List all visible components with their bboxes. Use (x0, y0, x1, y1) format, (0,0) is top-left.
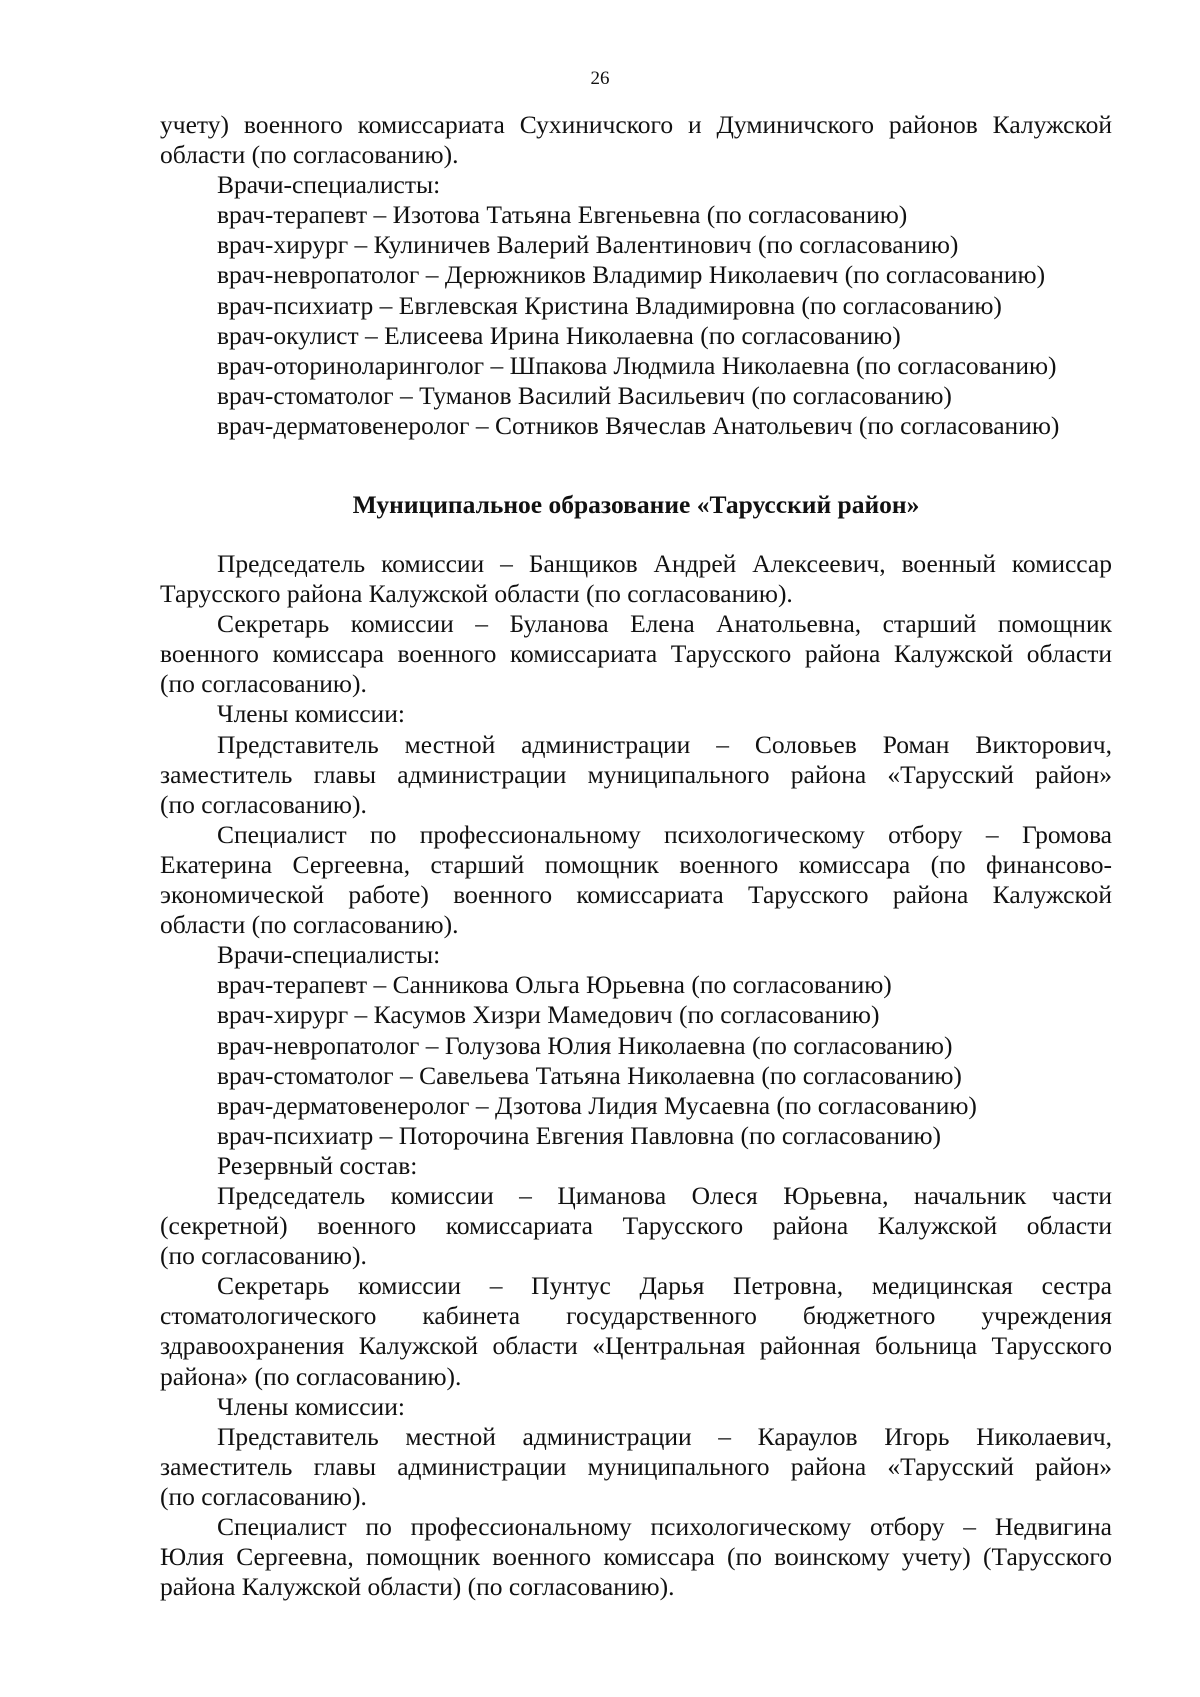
paragraph-line: области (по согласованию). (160, 140, 459, 170)
paragraph-line: района Калужской области) (по согласованию). (160, 1572, 675, 1602)
list-item: врач-психиатр – Евглевская Кристина Владимировна (по согласованию) (217, 290, 1002, 320)
list-item: врач-терапевт – Санникова Ольга Юрьевна (по согласованию) (217, 970, 892, 1000)
paragraph-line: (по согласованию). (160, 1481, 367, 1511)
paragraph-line: (по согласованию). (160, 669, 367, 699)
main-section (160, 549, 1112, 1602)
paragraph-line: Представитель местной администрации – Соловьев Роман Викторович, (217, 729, 1112, 759)
list-heading: Врачи-специалисты: (217, 940, 441, 970)
paragraph-line: военного комиссара военного комиссариата Тарусского района Калужской области (160, 639, 1112, 669)
list-item: врач-дерматовенеролог – Дзотова Лидия Мусаевна (по согласованию) (217, 1090, 977, 1120)
paragraph-line: Тарусского района Калужской области (по согласованию). (160, 579, 793, 609)
paragraph-line: Секретарь комиссии – Пунтус Дарья Петровна, медицинская сестра (217, 1271, 1112, 1301)
list-item: врач-окулист – Елисеева Ирина Николаевна (по согласованию) (217, 320, 901, 350)
top-section (160, 110, 1112, 441)
paragraph-line: Председатель комиссии – Банщиков Андрей Алексеевич, военный комиссар (217, 549, 1112, 578)
paragraph-line: Юлия Сергеевна, помощник военного комиссара (по воинскому учету) (Тарусского (160, 1542, 1112, 1572)
paragraph-line: учету) военного комиссариата Сухиничского и Думиничского районов Калужской (160, 110, 1112, 139)
subsection-heading: Члены комиссии: (217, 699, 405, 729)
section-heading: Муниципальное образование «Тарусский район» (352, 490, 920, 519)
list-item: врач-стоматолог – Туманов Василий Васильевич (по согласованию) (217, 380, 952, 410)
paragraph-line: (по согласованию). (160, 1241, 367, 1271)
subsection-heading: Члены комиссии: (217, 1391, 405, 1421)
paragraph-line: Специалист по профессиональному психологическому отбору – Громова (217, 819, 1112, 849)
paragraph-line: Председатель комиссии – Циманова Олеся Юрьевна, начальник части (217, 1180, 1112, 1210)
paragraph-line: Секретарь комиссии – Буланова Елена Анатольевна, старший помощник (217, 609, 1112, 639)
list-item: врач-невропатолог – Дерюжников Владимир Николаевич (по согласованию) (217, 260, 1046, 290)
paragraph-line: Екатерина Сергеевна, старший помощник военного комиссара (по финансово- (160, 849, 1112, 879)
list-item: врач-хирург – Касумов Хизри Мамедович (по согласованию) (217, 1000, 880, 1030)
list-heading: Врачи-специалисты: (217, 170, 441, 200)
paragraph-line: Специалист по профессиональному психологическому отбору – Недвигина (217, 1512, 1112, 1541)
page-number: 26 (590, 68, 610, 89)
paragraph-line: (по согласованию). (160, 789, 367, 819)
list-item: врач-дерматовенеролог – Сотников Вячеслав Анатольевич (по согласованию) (217, 410, 1060, 440)
paragraph-line: заместитель главы администрации муниципального района «Тарусский район» (160, 1451, 1112, 1481)
paragraph-line: здравоохранения Калужской области «Центральная районная больница Тарусского (160, 1331, 1112, 1361)
paragraph-line: области (по согласованию). (160, 910, 459, 940)
paragraph-line: заместитель главы администрации муниципального района «Тарусский район» (160, 759, 1112, 789)
paragraph-line: Представитель местной администрации – Караулов Игорь Николаевич, (217, 1421, 1112, 1451)
list-item: врач-терапевт – Изотова Татьяна Евгеньевна (по согласованию) (217, 200, 908, 230)
paragraph-line: экономической работе) военного комиссариата Тарусского района Калужской (160, 880, 1112, 910)
list-item: врач-оториноларинголог – Шпакова Людмила Николаевна (по согласованию) (217, 350, 1057, 380)
list-item: врач-психиатр – Поторочина Евгения Павловна (по согласованию) (217, 1120, 942, 1150)
list-item: врач-стоматолог – Савельева Татьяна Николаевна (по согласованию) (217, 1060, 962, 1090)
paragraph-line: района» (по согласованию). (160, 1361, 462, 1391)
list-item: врач-хирург – Кулиничев Валерий Валентинович (по согласованию) (217, 230, 959, 260)
list-item: врач-невропатолог – Голузова Юлия Николаевна (по согласованию) (217, 1030, 953, 1060)
subsection-heading: Резервный состав: (217, 1150, 418, 1180)
paragraph-line: (секретной) военного комиссариата Тарусского района Калужской области (160, 1211, 1112, 1241)
paragraph-line: стоматологического кабинета государственного бюджетного учреждения (160, 1301, 1112, 1331)
